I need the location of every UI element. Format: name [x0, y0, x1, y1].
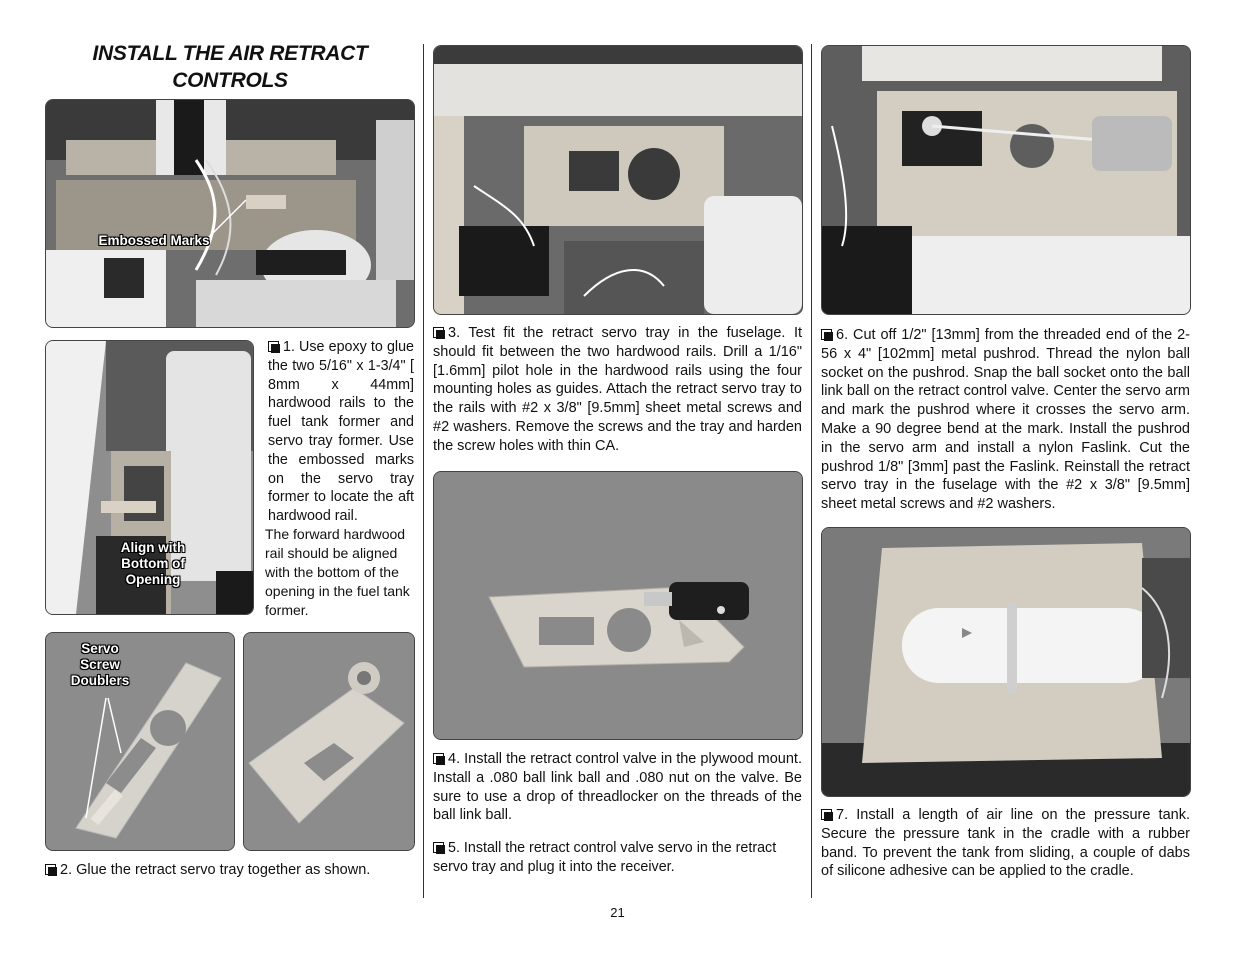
title-line-2: CONTROLS: [172, 69, 288, 92]
callout-align-line-1: Align with: [120, 540, 186, 555]
step-4-text: [433, 750, 802, 825]
checkbox-icon: [433, 753, 444, 764]
step-5-body: 5. Install the retract control valve servo in the retract servo tray and plug it into the receiver.: [433, 840, 777, 875]
checkbox-icon: [433, 842, 444, 853]
step-2-body: 2. Glue the retract servo tray together as shown.: [60, 862, 371, 878]
checkbox-icon: [821, 809, 832, 820]
photo-fuselage-embossed-marks: [45, 99, 415, 328]
step-1-continued: The forward hardwood rail should be aligned with the bottom of the opening in the fuel tank former.: [265, 526, 410, 618]
callout-servo-line-3: Doublers: [70, 673, 130, 688]
column-divider-2: [811, 44, 812, 898]
step-6-body: 6. Cut off 1/2" [13mm] from the threaded end of the 2-56 x 4" [102mm] metal pushrod. Thread the nylon ball socket on the pushrod. Snap the ball socket onto the ball link ball on the retract control valve. Center the servo arm and mark the pushrod where it crosses the servo arm. Make a 90 degree bend at the mark. Install the pushrod in the servo arm and install a nylon Faslink. Cut the pushrod 1/8" [3mm] past the Faslink. Reinstall the retract servo tray in the fuselage with the #2 x 3/8" [9.5mm] sheet metal screws and #2 washers.: [821, 327, 1190, 513]
step-7-body: 7. Install a length of air line on the pressure tank. Secure the pressure tank in the cradle with a rubber band. To prevent the tank from sliding, a couple of dabs of silicone adhesive can be applied to the cradle.: [821, 807, 1190, 880]
step-1-narrow: 1. Use epoxy to glue the two 5/16" x 1-3/4" [ 8mm x 44mm] hardwood rails to the fuel tank former and servo tray former. Use the embossed marks on the servo tray former to locate the aft hardwood rail.: [268, 339, 414, 525]
page-title: [60, 40, 400, 94]
step-3-text: [433, 324, 802, 456]
step-7-text: [821, 806, 1190, 881]
step-6-text: [821, 326, 1190, 514]
photo-servo-pushrod: [821, 45, 1191, 315]
checkbox-icon: [45, 864, 56, 875]
step-1-text: [268, 338, 414, 526]
page-number: 21: [610, 905, 625, 920]
callout-align-line-3: Opening: [125, 572, 181, 587]
photo-pressure-tank: [821, 527, 1191, 797]
callout-align-line-2: Bottom of: [121, 556, 185, 571]
step-3-body: 3. Test fit the retract servo tray in the fuselage. It should fit between the two hardwood rails. Drill a 1/16" [1.6mm] pilot hole in the hardwood rails using the four mounting holes as guides. Attach the retract servo tray to the rails with #2 x 3/8" [9.5mm] sheet metal screws and #2 washers. Remove the screws and the tray and harden the screw holes with thin CA.: [433, 325, 802, 454]
photo-control-valve-mount: [433, 471, 803, 740]
step-5-text: [433, 839, 805, 877]
column-divider-1: [423, 44, 424, 898]
title-line-1: INSTALL THE AIR RETRACT: [92, 42, 368, 65]
photo-servo-tray-test-fit: [433, 45, 803, 315]
step-4-body: 4. Install the retract control valve in the plywood mount. Install a .080 ball link ball and .080 nut on the valve. Be sure to use a drop of threadlocker on the threads of the ball link ball.: [433, 751, 802, 824]
callout-servo-screw-doublers: [60, 641, 140, 689]
checkbox-icon: [268, 341, 279, 352]
checkbox-icon: [433, 327, 444, 338]
checkbox-icon: [821, 329, 832, 340]
callout-embossed-marks: Embossed Marks: [98, 233, 210, 248]
callout-align-with-bottom: [108, 540, 198, 588]
photo-assembled-servo-tray: [243, 632, 415, 851]
callout-servo-line-2: Screw: [80, 657, 120, 672]
callout-servo-line-1: Servo: [81, 641, 119, 656]
step-2-text: [45, 861, 415, 880]
